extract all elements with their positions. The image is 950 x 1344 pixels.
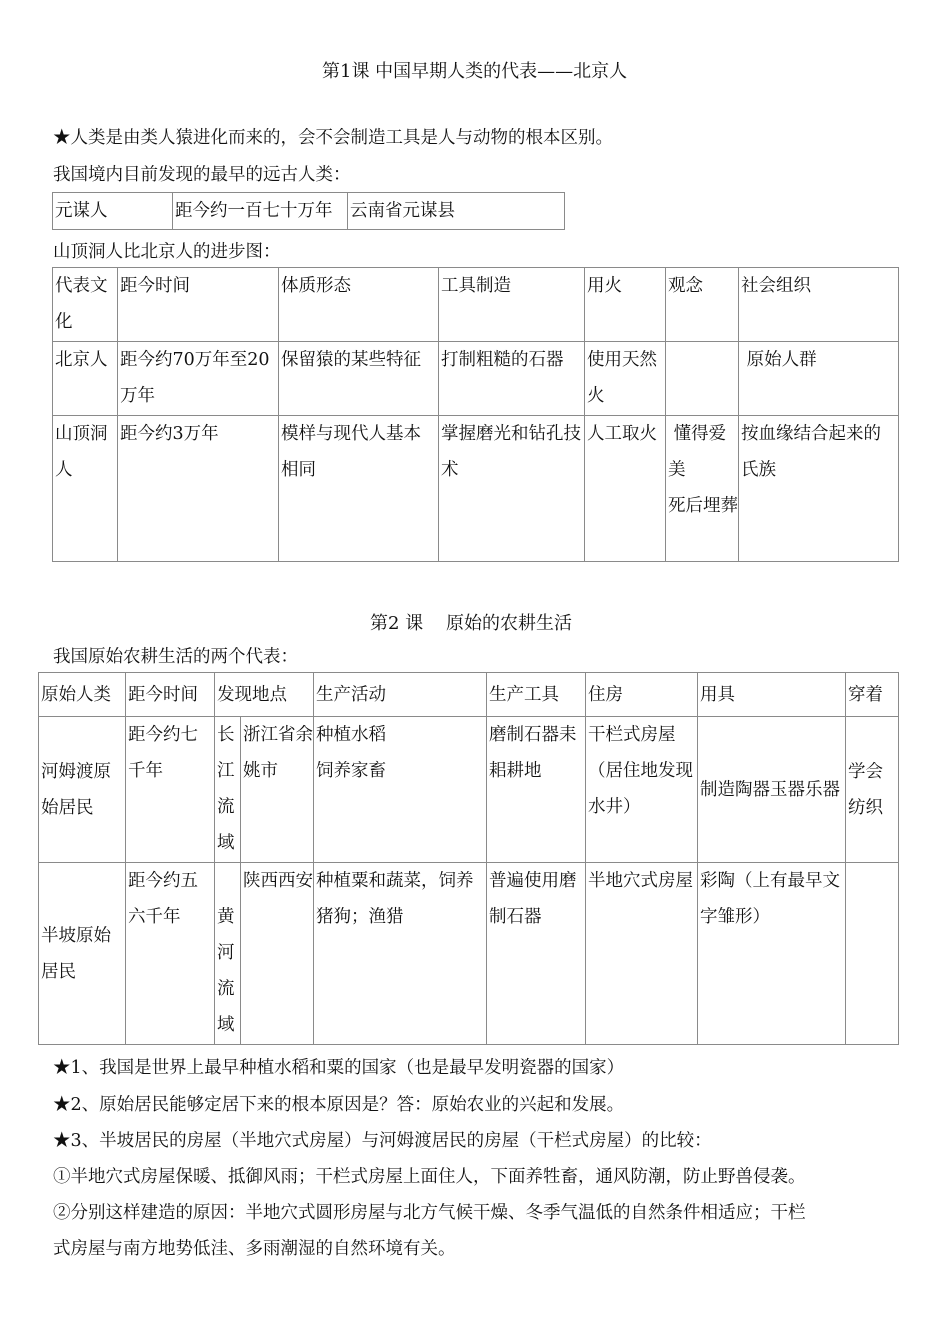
table-cell: 掌握磨光和钻孔技术	[439, 416, 585, 562]
table-cell: 人工取火	[585, 416, 666, 562]
lesson1-title: 第1课 中国早期人类的代表——北京人	[322, 61, 628, 82]
table-cell	[666, 342, 739, 416]
table-cell: 长江流域	[215, 717, 241, 863]
header-activity: 生产活动	[314, 673, 487, 717]
table-cell: 使用天然火	[585, 342, 666, 416]
header-physique: 体质形态	[279, 268, 439, 342]
table-cell: 山顶洞人	[53, 416, 118, 562]
note-2: ★2、原始居民能够定居下来的根本原因是？答：原始农业的兴起和发展。	[53, 1095, 625, 1115]
table-cell: 保留猿的某些特征	[279, 342, 439, 416]
header-human: 原始人类	[39, 673, 126, 717]
header-time: 距今时间	[118, 268, 279, 342]
progress-intro: 山顶洞人比北京人的进步图：	[53, 242, 281, 262]
table-cell: 种植水稻 饲养家畜	[314, 717, 487, 863]
table-cell: 原始人群	[739, 342, 899, 416]
lesson2-intro: 我国原始农耕生活的两个代表：	[53, 647, 298, 667]
table-cell: 陕西西安	[241, 863, 314, 1045]
progress-table	[52, 267, 899, 562]
table-cell: 北京人	[53, 342, 118, 416]
table-cell: 模样与现代人基本相同	[279, 416, 439, 562]
lesson1-star-note: ★人类是由类人猿进化而来的，会不会制造工具是人与动物的根本区别。	[53, 128, 613, 148]
table-cell: 种植粟和蔬菜，饲养猪狗；渔猎	[314, 863, 487, 1045]
table-cell: 黄河流域	[215, 863, 241, 1045]
table-cell: 学会纺织	[846, 717, 899, 863]
note-3-point-2: ②分别这样建造的原因：半地穴式圆形房屋与北方气候干燥、冬季气温低的自然条件相适应；干栏	[53, 1203, 806, 1223]
header-society: 社会组织	[739, 268, 899, 342]
lesson2-title: 第2 课 原始的农耕生活	[370, 613, 573, 634]
table-cell: 制造陶器玉器乐器	[698, 717, 846, 863]
header-housing: 住房	[586, 673, 698, 717]
table-cell: 距今约70万年至20万年	[118, 342, 279, 416]
header-time: 距今时间	[126, 673, 215, 717]
table-cell: 距今约3万年	[118, 416, 279, 562]
table-cell: 磨制石器耒耜耕地	[487, 717, 586, 863]
table-cell: 普遍使用磨制石器	[487, 863, 586, 1045]
header-clothing: 穿着	[846, 673, 899, 717]
earliest-human-intro: 我国境内目前发现的最早的远古人类：	[53, 165, 351, 185]
header-tools: 工具制造	[439, 268, 585, 342]
table-cell: 河姆渡原始居民	[39, 717, 126, 863]
table-cell	[846, 863, 899, 1045]
earliest-time-cell: 距今约一百七十万年	[173, 193, 348, 230]
table-cell: 彩陶（上有最早文字雏形）	[698, 863, 846, 1045]
note-3-point-2-cont: 式房屋与南方地势低洼、多雨潮湿的自然环境有关。	[53, 1239, 456, 1259]
header-concept: 观念	[666, 268, 739, 342]
table-cell: 半坡原始居民	[39, 863, 126, 1045]
table-cell: 浙江省余姚市	[241, 717, 314, 863]
note-3-point-1: ①半地穴式房屋保暖、抵御风雨；干栏式房屋上面住人，下面养牲畜，通风防潮，防止野兽侵袭。	[53, 1167, 806, 1187]
table-cell: 打制粗糙的石器	[439, 342, 585, 416]
header-location: 发现地点	[215, 673, 314, 717]
farming-table	[38, 672, 899, 1045]
earliest-place-cell: 云南省元谋县	[348, 193, 565, 230]
earliest-name-cell: 元谋人	[53, 193, 173, 230]
header-culture: 代表文化	[53, 268, 118, 342]
table-cell: 按血缘结合起来的氏族	[739, 416, 899, 562]
header-fire: 用火	[585, 268, 666, 342]
table-cell: 距今约五六千年	[126, 863, 215, 1045]
earliest-human-table	[52, 192, 565, 230]
table-cell: 距今约七千年	[126, 717, 215, 863]
table-cell: 懂得爱美 死后埋葬	[666, 416, 739, 562]
note-1: ★1、我国是世界上最早种植水稻和粟的国家（也是最早发明瓷器的国家）	[53, 1058, 625, 1078]
header-tools: 生产工具	[487, 673, 586, 717]
header-utensils: 用具	[698, 673, 846, 717]
table-cell: 干栏式房屋 （居住地发现水井）	[586, 717, 698, 863]
note-3: ★3、半坡居民的房屋（半地穴式房屋）与河姆渡居民的房屋（干栏式房屋）的比较：	[53, 1131, 712, 1151]
table-cell: 半地穴式房屋	[586, 863, 698, 1045]
